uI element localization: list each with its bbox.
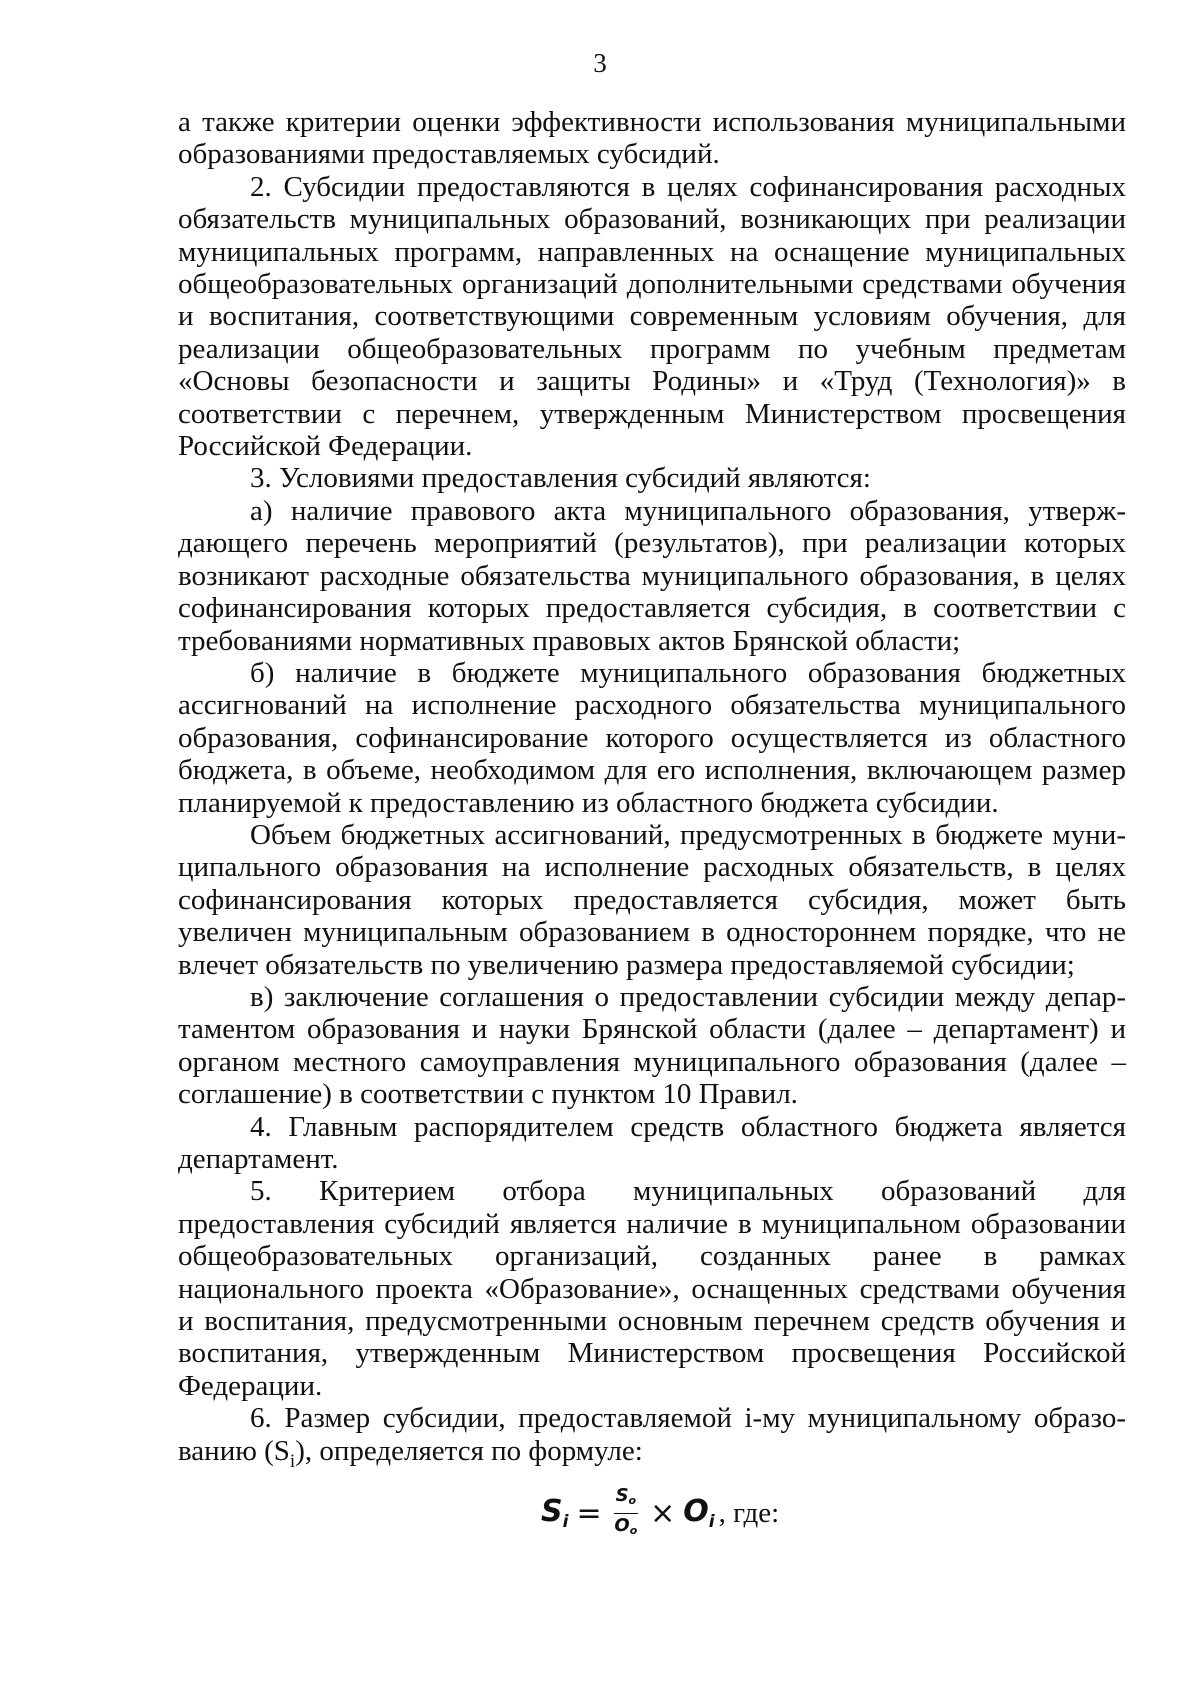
formula-rhs-sub: i: [708, 1511, 715, 1532]
formula-tail: , где:: [718, 1497, 780, 1529]
formula-rhs-var: O: [683, 1493, 709, 1529]
item-6-text-after: ), определяется по формуле:: [295, 1434, 643, 1467]
formula-lhs-var: S: [541, 1493, 563, 1529]
item-6-text-before: 6. Размер субсидии, предоставляемой i-му муниципальному образованию (S: [178, 1402, 1126, 1467]
paragraph-item-3b: б) наличие в бюджете муниципального образования бюджетных ассигнований на исполнение расходного обязательства муниципального образования, софинансирование которого осуществляется из областного бюджета, в объеме, необходимом для его исполнения, включающем размер планируемой к предоставлению из областного бюджета субсидии.: [178, 656, 1126, 819]
formula-den-var: O: [614, 1515, 630, 1536]
paragraph-item-3c: в) заключение соглашения о предоставлении субсидии между департаментом образования и науки Брянской области (далее – департамент) и органом местного самоуправления муниципального образования (далее – соглашение) в соответствии с пунктом 10 Правил.: [178, 980, 1126, 1111]
paragraph-item-6: [178, 1402, 1126, 1478]
paragraph-item-4: 4. Главным распорядителем средств областного бюджета является департамент.: [178, 1110, 1126, 1175]
paragraph-item-5: 5. Критерием отбора муниципальных образований для предоставления субсидий является наличие в муниципальном образовании общеобразовательных организаций, созданных ранее в рамках национального проекта «Образование», оснащенных средствами обучения и воспитания, предусмотренными основным перечнем средств обучения и воспитания, утвержденным Министерством просвещения Российской Федерации.: [178, 1175, 1126, 1402]
formula-lhs: [541, 1493, 569, 1532]
formula-num-sub: o: [628, 1494, 637, 1507]
subsidy-formula: [541, 1486, 779, 1541]
page-number: 3: [593, 48, 607, 78]
formula-num-var: S: [615, 1485, 629, 1506]
paragraph-item-3: 3. Условиями предоставления субсидий являются:: [250, 462, 871, 495]
formula-equals: =: [576, 1495, 602, 1531]
formula-fraction: [614, 1486, 639, 1541]
document-body: [178, 106, 1126, 1478]
formula-numerator: [614, 1486, 639, 1514]
paragraph-continuation: а также критерии оценки эффективности использования муниципальными образованиями предоставляемых субсидий.: [178, 106, 1126, 171]
formula-denominator: [614, 1514, 637, 1541]
formula-rhs: [683, 1493, 715, 1532]
paragraph-budget-volume: Объем бюджетных ассигнований, предусмотренных в бюджете муниципального образования на исполнение расходных обязательств, в целях софинансирования которых предоставляется субсидия, может быть увеличен муниципальным образованием в одностороннем порядке, что не влечет обязательств по увеличению размера предоставляемой субсидии;: [178, 818, 1126, 981]
formula-den-sub: o: [629, 1524, 638, 1537]
paragraph-item-3a: а) наличие правового акта муниципального образования, утверждающего перечень мероприятий (результатов), при реализации которых возникают расходные обязательства муниципального образования, в целях софинансирования которых предоставляется субсидия, в соответствии с требованиями нормативных правовых актов Брянской области;: [178, 494, 1126, 657]
item-6-subscript: i: [289, 1450, 296, 1472]
formula-lhs-sub: i: [562, 1511, 569, 1532]
formula-times: ×: [650, 1495, 676, 1531]
paragraph-item-2: 2. Субсидии предоставляются в целях софинансирования расходных обязательств муниципальных образований, возникающих при реализации муниципальных программ, направленных на оснащение муниципальных общеобразовательных организаций дополнительными средствами обучения и воспитания, соответствующими современным условиям обучения, для реализации общеобразовательных программ по учебным предметам «Основы безопасности и защиты Родины» и «Труд (Технология)» в соответствии с перечнем, утвержденным Министерством просвещения Российской Федерации.: [178, 170, 1126, 463]
